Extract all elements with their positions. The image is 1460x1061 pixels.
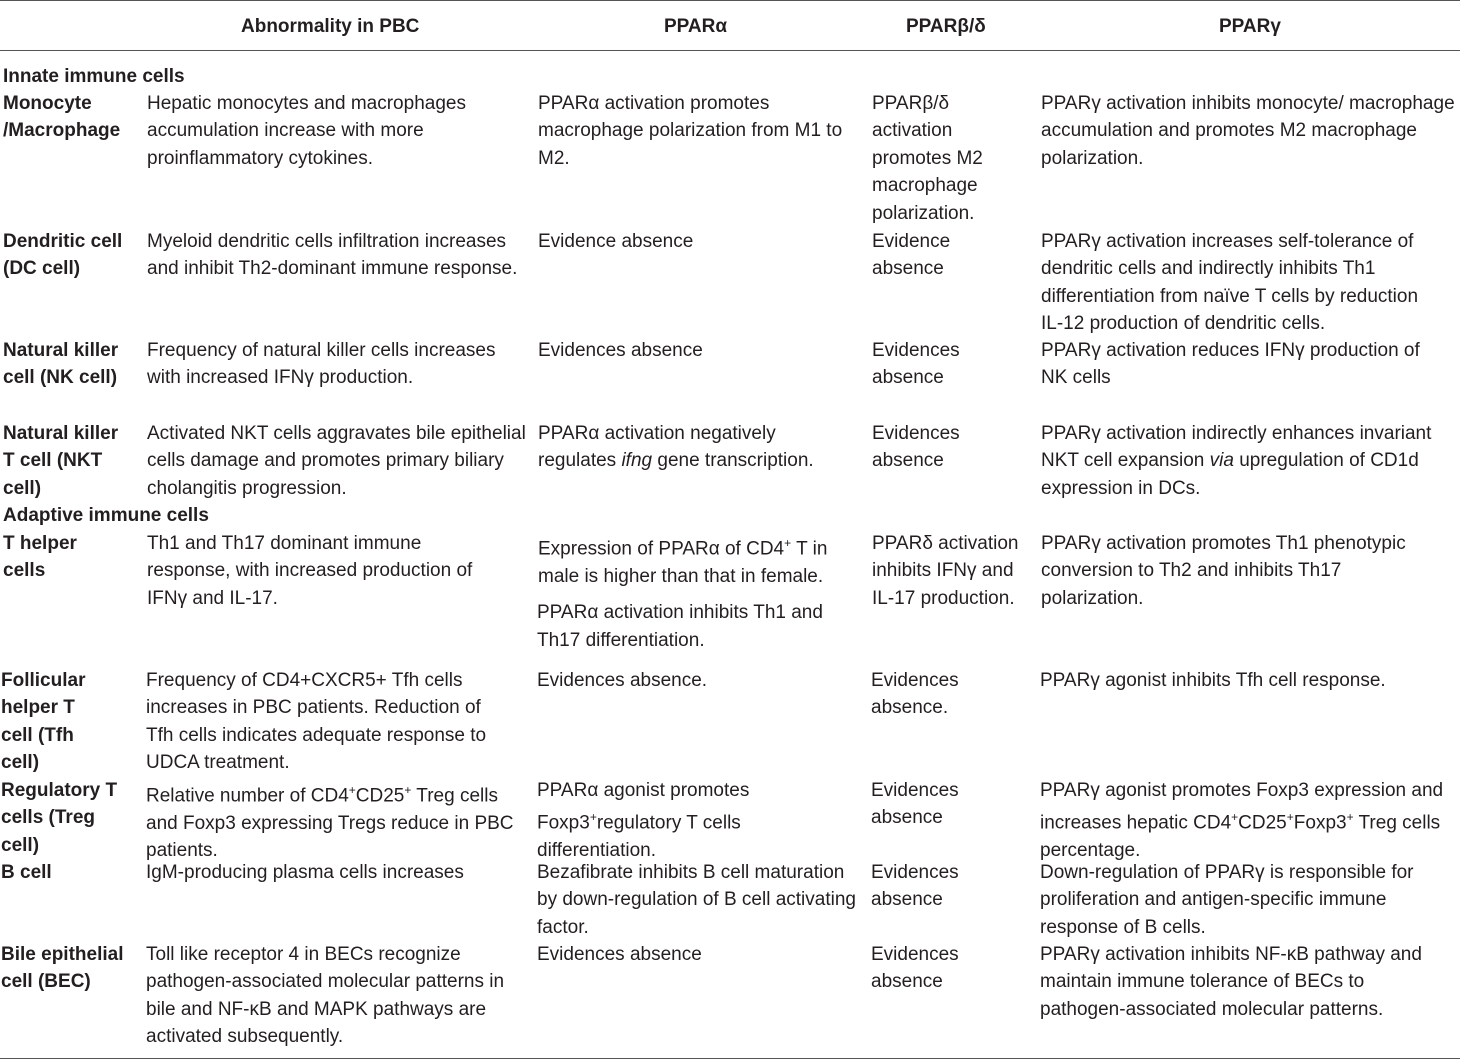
header-ppar-alpha: PPARα	[664, 16, 728, 37]
cell-ppar-gamma	[1041, 420, 1459, 502]
cell-ppar-gamma: PPARγ activation reduces IFNγ production of NK cells	[1041, 340, 1420, 389]
cell-type: Monocyte /Macrophage	[3, 93, 121, 142]
header-ppar-gamma: PPARγ	[1219, 16, 1281, 37]
cell-type: Dendritic cell (DC cell)	[3, 231, 123, 280]
header-rule	[0, 50, 1460, 51]
cell-type: Regulatory T cells (Treg cell)	[1, 780, 118, 856]
paragraph	[538, 530, 848, 590]
text-segment: CD25	[1238, 812, 1287, 834]
superscript: +	[784, 536, 792, 550]
superscript: +	[589, 810, 597, 825]
cell-ppar-alpha: Evidences absence.	[537, 670, 708, 691]
cell-ppar-beta-delta: Evidences absence.	[871, 670, 959, 719]
cell-ppar-alpha: PPARα activation promotes macrophage polarization from M1 to M2.	[538, 93, 843, 169]
text-segment: Foxp3	[1293, 812, 1347, 834]
cell-ppar-beta-delta: PPARδ activation inhibits IFNγ and IL-17 production.	[872, 533, 1019, 609]
cell-ppar-gamma: Down-regulation of PPARγ is responsible for proliferation and antigen-specific immune response of B cells.	[1040, 862, 1414, 938]
cell-abnormality: Myeloid dendritic cells infiltration increases and inhibit Th2-dominant immune response.	[147, 231, 518, 280]
text-segment: Treg cells and Foxp3 expressing Tregs reduce in PBC patients.	[146, 785, 514, 862]
cell-abnormality: Frequency of natural killer cells increases with increased IFNγ production.	[147, 340, 496, 389]
cell-ppar-beta-delta: Evidence absence	[872, 231, 951, 280]
cell-ppar-alpha	[538, 420, 838, 475]
cell-ppar-alpha	[537, 777, 777, 865]
cell-ppar-beta-delta: Evidences absence	[872, 423, 960, 472]
cell-ppar-alpha: Bezafibrate inhibits B cell maturation by down-regulation of B cell activating factor.	[537, 862, 856, 938]
section-adaptive-immune-cells: Adaptive immune cells	[3, 505, 209, 526]
cell-ppar-beta-delta: Evidences absence	[871, 944, 959, 993]
superscript: +	[1346, 810, 1354, 825]
cell-type: Natural killer T cell (NKT cell)	[3, 423, 119, 499]
text-segment: Relative number of CD4	[146, 785, 349, 807]
text-segment: Treg cells percentage.	[1040, 812, 1441, 862]
text-segment: PPARγ agonist promotes Foxp3 expression and increases hepatic CD4	[1040, 780, 1444, 834]
text-segment: regulatory T cells differentiation.	[537, 812, 741, 862]
cell-type: B cell	[1, 862, 52, 883]
cell-ppar-beta-delta: Evidences absence	[871, 780, 959, 829]
cell-ppar-beta-delta: Evidences absence	[871, 862, 959, 911]
superscript: +	[1286, 810, 1294, 825]
cell-ppar-alpha: Evidences absence	[537, 944, 702, 965]
text-segment: Expression of PPARα of CD4	[538, 538, 785, 560]
text-segment: PPARα activation negatively regulates	[538, 423, 776, 472]
cell-ppar-beta-delta: Evidences absence	[872, 340, 960, 389]
superscript: +	[348, 783, 356, 797]
text-segment: PPARα agonist promotes Foxp3	[537, 780, 750, 834]
text-segment: gene transcription.	[657, 450, 814, 472]
cell-ppar-gamma: PPARγ activation increases self-tolerance of dendritic cells and indirectly inhibits Th1 differentiation from naïve T cells by reduction IL-12 production of dendritic cells.	[1041, 231, 1419, 335]
cell-abnormality: Activated NKT cells aggravates bile epithelial cells damage and promotes primary biliary cholangitis progression.	[147, 423, 526, 499]
paragraph: PPARα activation inhibits Th1 and Th17 differentiation.	[537, 602, 823, 651]
cell-abnormality	[146, 777, 516, 865]
cell-ppar-alpha: Evidences absence	[538, 340, 703, 361]
cell-abnormality: Frequency of CD4+CXCR5+ Tfh cells increases in PBC patients. Reduction of Tfh cells indicates adequate response to UDCA treatment.	[146, 670, 487, 774]
italic-gene-name: ifng	[621, 450, 653, 472]
italic-word: via	[1209, 450, 1234, 472]
header-ppar-beta-delta: PPARβ/δ	[906, 16, 986, 37]
cell-ppar-gamma: PPARγ activation inhibits NF-κB pathway and maintain immune tolerance of BECs to pathogen-associated molecular patterns.	[1040, 944, 1422, 1020]
cell-ppar-gamma: PPARγ agonist inhibits Tfh cell response.	[1040, 670, 1386, 691]
cell-abnormality: Hepatic monocytes and macrophages accumulation increase with more proinflammatory cytokines.	[147, 93, 466, 169]
text-segment: PPARγ activation indirectly enhances invariant NKT cell expansion	[1041, 423, 1432, 472]
cell-ppar-gamma: PPARγ activation inhibits monocyte/ macrophage accumulation and promotes M2 macrophage polarization.	[1041, 93, 1455, 169]
cell-ppar-gamma: PPARγ activation promotes Th1 phenotypic conversion to Th2 and inhibits Th17 polarization.	[1041, 533, 1406, 609]
cell-type: Bile epithelial cell (BEC)	[1, 944, 124, 993]
header-abnormality: Abnormality in PBC	[241, 16, 420, 37]
superscript: +	[404, 783, 412, 797]
cell-abnormality: Th1 and Th17 dominant immune response, with increased production of IFNγ and IL-17.	[147, 533, 473, 609]
superscript: +	[1231, 810, 1239, 825]
text-segment: CD25	[355, 785, 405, 807]
text-segment: upregulation of CD1d expression in DCs.	[1041, 450, 1419, 499]
cell-type: Follicular helper T cell (Tfh cell)	[1, 670, 86, 774]
cell-type: Natural killer cell (NK cell)	[3, 340, 119, 389]
table-bottom-rule	[0, 1058, 1460, 1059]
section-innate-immune-cells: Innate immune cells	[3, 66, 185, 87]
cell-ppar-alpha	[538, 530, 848, 654]
cell-ppar-gamma	[1040, 777, 1458, 865]
text-segment: T in male is higher than that in female.	[538, 538, 828, 587]
cell-ppar-alpha: Evidence absence	[538, 231, 694, 252]
cell-ppar-beta-delta: PPARβ/δ activation promotes M2 macrophage polarization.	[872, 93, 983, 224]
cell-abnormality: IgM-producing plasma cells increases	[146, 862, 464, 883]
cell-type: T helper cells	[3, 533, 77, 582]
cell-abnormality: Toll like receptor 4 in BECs recognize pathogen-associated molecular patterns in bile and NF-κB and MAPK pathways are activated subsequently.	[146, 944, 505, 1048]
table-top-rule	[0, 0, 1460, 1]
